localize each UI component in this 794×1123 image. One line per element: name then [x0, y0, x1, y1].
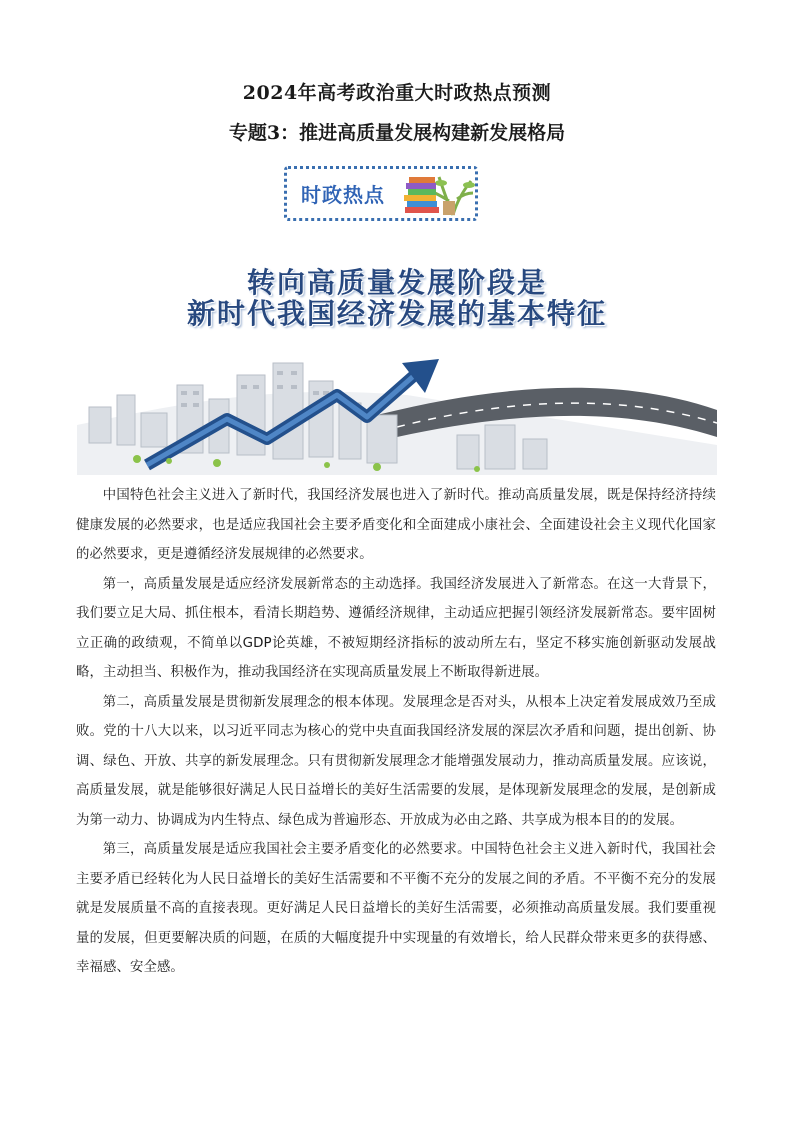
books-plant-icon — [399, 171, 475, 217]
headline-line-2: 新时代我国经济发展的基本特征 — [186, 297, 607, 330]
paragraph-intro: 中国特色社会主义进入了新时代，我国经济发展也进入了新时代。推动高质量发展，既是保持经济持续健康发展的必然要求，也是适应我国社会主要矛盾变化和全面建成小康社会、全面建设社会主义现代化国家的必然要求，更是遵循经济发展规律的必然要求。 — [76, 488, 716, 562]
paragraph-first: 第一，高质量发展是适应经济发展新常态的主动选择。我国经济发展进入了新常态。在这一大背景下，我们要立足大局、抓住根本，看清长期趋势、遵循经济规律，主动适应把握引领经济发展新常态。要牢固树立正确的政绩观，不简单以GDP论英雄，不被短期经济指标的波动所左右，坚定不移实施创新驱动发展战略，主动担当、积极作为，推动我国经济在实现高质量发展上不断取得新进展。 — [76, 576, 716, 680]
paragraph-second: 第二，高质量发展是贯彻新发展理念的根本体现。发展理念是否对头，从根本上决定着发展成效乃至成败。党的十八大以来，以习近平同志为核心的党中央直面我国经济发展的深层次矛盾和问题，提出创新、协调、绿色、开放、共享的新发展理念。只有贯彻新发展理念才能增强发展动力，推动高质量发展。应该说，高质量发展，就是能够很好满足人民日益增长的美好生活需要的发展，是体现新发展理念的发展，是创新成为第一动力、协调成为内生特点、绿色成为普遍形态、开放成为必由之路、共享成为根本目的的发展。 — [76, 694, 716, 828]
article-body — [76, 481, 716, 983]
document-subtitle: 专题3：推进高质量发展构建新发展格局 — [228, 122, 566, 144]
paragraph-third: 第三，高质量发展是适应我国社会主要矛盾变化的必然要求。中国特色社会主义进入新时代，我国社会主要矛盾已经转化为人民日益增长的美好生活需要和不平衡不充分的发展之间的矛盾。不平衡不充分的发展就是发展质量不高的直接表现。更好满足人民日益增长的美好生活需要，必须推动高质量发展。我们要重视量的发展，但更要解决质的问题，在质的大幅度提升中实现量的有效增长，给人民群众带来更多的获得感、幸福感、安全感。 — [76, 842, 716, 975]
headline-line-1: 转向高质量发展阶段是 — [246, 266, 547, 299]
city-growth-arrow-illustration — [77, 355, 717, 475]
hot-topic-badge — [284, 166, 478, 221]
document-title: 2024年高考政治重大时政热点预测 — [242, 82, 552, 104]
badge-label: 时政热点 — [301, 183, 385, 207]
